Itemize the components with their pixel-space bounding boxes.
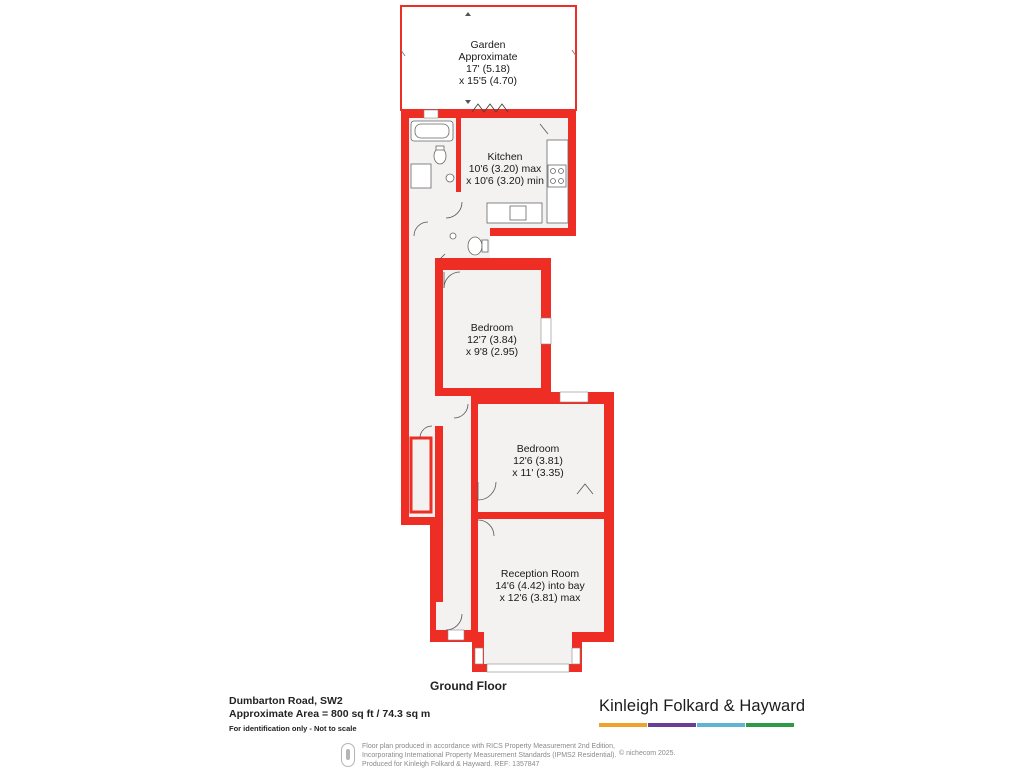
footer-copyright: © nichecom 2025. [619, 750, 676, 757]
footer-line-2: Incorporating International Property Measurement Standards (IPMS2 Residential). [362, 752, 617, 760]
info-icon [341, 743, 355, 767]
brand-bar-orange [599, 723, 647, 727]
garden-dim-1: 17' (5.18) [465, 63, 511, 75]
bedroom2-label: Bedroom [516, 443, 560, 455]
brand-bar-green [746, 723, 794, 727]
brand-logo-text: Kinleigh Folkard & Hayward [599, 697, 806, 715]
brand-bar-purple [648, 723, 696, 727]
footer-line-1: Floor plan produced in accordance with RICS Property Measurement 2nd Edition, [362, 743, 615, 750]
kitchen-dim-2: x 10'6 (3.20) min [466, 175, 544, 187]
bedroom2-dim-2: x 11' (3.35) [512, 467, 564, 479]
bedroom1-label: Bedroom [470, 322, 514, 334]
property-area: Approximate Area = 800 sq ft / 74.3 sq m [229, 708, 431, 721]
reception-label: Reception Room [500, 568, 580, 580]
property-info [229, 695, 430, 734]
garden-note: Approximate [458, 51, 518, 63]
property-address: Dumbarton Road, SW2 [229, 695, 343, 707]
brand-bar-blue [697, 723, 745, 727]
reception-dim-1: 14'6 (4.42) into bay [495, 580, 585, 592]
bedroom1-dim-2: x 9'8 (2.95) [465, 346, 519, 358]
bedroom1-dim-1: 12'7 (3.84) [467, 334, 517, 346]
kitchen-label: Kitchen [487, 151, 523, 163]
scale-note: For identification only - Not to scale [229, 724, 357, 734]
reception-dim-2: x 12'6 (3.81) max [499, 592, 581, 604]
footer-line-3: Produced for Kinleigh Folkard & Hayward. REF: 1357847 [362, 761, 540, 769]
bedroom2-dim-1: 12'6 (3.81) [513, 455, 563, 467]
footer-disclaimer [362, 742, 616, 769]
kitchen-dim-1: 10'6 (3.20) max [468, 163, 542, 175]
storage-cupboard [411, 438, 431, 512]
floor-title: Ground Floor [430, 679, 507, 693]
garden-label: Garden [470, 39, 506, 51]
garden-dim-2: x 15'5 (4.70) [458, 75, 518, 87]
